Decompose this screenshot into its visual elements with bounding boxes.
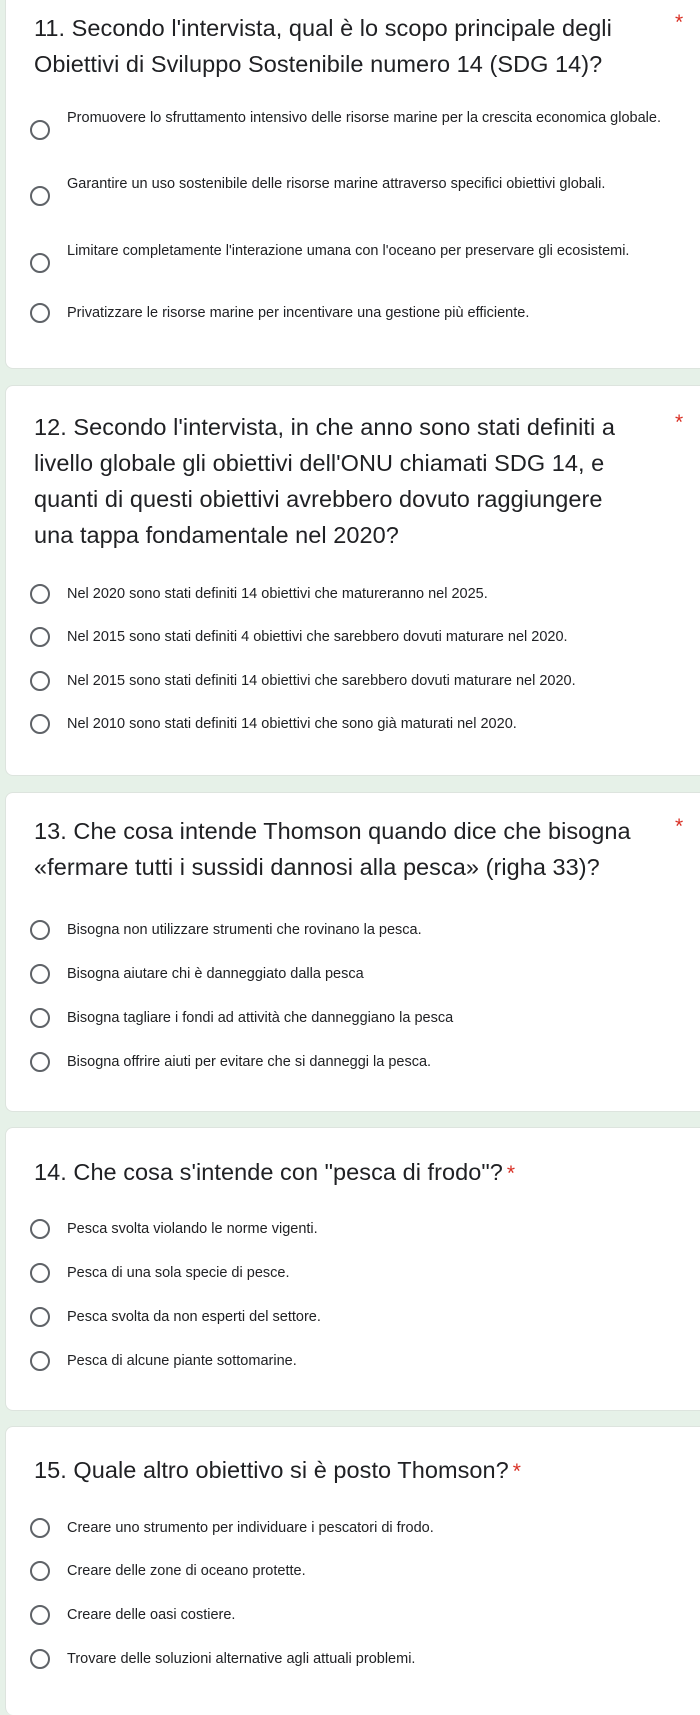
required-asterisk: *	[512, 1460, 521, 1483]
radio-unchecked-icon[interactable]	[30, 964, 50, 984]
answer-option[interactable]	[6, 1218, 700, 1244]
answer-option-label: Pesca svolta violando le norme vigenti.	[67, 1221, 318, 1237]
radio-unchecked-icon[interactable]	[30, 1008, 50, 1028]
answer-option[interactable]	[6, 583, 700, 609]
answer-option-label: Promuovere lo sfruttamento intensivo delle risorse marine per la crescita economica globale.	[67, 110, 661, 126]
answer-option-label: Creare delle oasi costiere.	[67, 1607, 236, 1623]
question-card-14	[5, 1127, 700, 1411]
answer-option[interactable]	[6, 713, 700, 739]
question-title-14	[34, 1154, 515, 1192]
radio-unchecked-icon[interactable]	[30, 186, 50, 206]
radio-unchecked-icon[interactable]	[30, 1351, 50, 1371]
answer-option[interactable]	[6, 1350, 700, 1376]
required-asterisk: *	[506, 1162, 516, 1185]
question-text: Che cosa s'intende con "pesca di frodo"?	[73, 1159, 503, 1185]
radio-unchecked-icon[interactable]	[30, 920, 50, 940]
answer-option-label: Bisogna non utilizzare strumenti che rovinano la pesca.	[67, 922, 422, 938]
required-asterisk: *	[675, 11, 684, 34]
question-card-15	[5, 1426, 700, 1715]
question-text: Secondo l'intervista, in che anno sono stati definiti a livello globale gli obiettivi dell'ONU chiamati SDG 14, e quanti di questi obiettivi avrebbero dovuto raggiungere una tappa fondamentale nel 2020?	[34, 414, 615, 548]
radio-unchecked-icon[interactable]	[30, 1307, 50, 1327]
question-number: 15.	[34, 1457, 67, 1483]
answer-option[interactable]	[6, 1648, 700, 1674]
radio-unchecked-icon[interactable]	[30, 714, 50, 734]
question-title-15	[34, 1452, 521, 1490]
required-asterisk: *	[675, 411, 684, 434]
question-card-13	[5, 792, 700, 1112]
radio-unchecked-icon[interactable]	[30, 1263, 50, 1283]
answer-option-label: Garantire un uso sostenibile delle risorse marine attraverso specifici obiettivi globali.	[67, 176, 606, 192]
radio-unchecked-icon[interactable]	[30, 253, 50, 273]
answer-option[interactable]	[6, 1051, 700, 1077]
question-number: 14.	[34, 1159, 67, 1185]
answer-option[interactable]	[6, 626, 700, 652]
question-text: Quale altro obiettivo si è posto Thomson?	[73, 1457, 509, 1483]
question-title-12	[34, 409, 644, 553]
question-number: 12.	[34, 414, 67, 440]
answer-option[interactable]	[6, 1517, 700, 1543]
question-text: Che cosa intende Thomson quando dice che bisogna «fermare tutti i sussidi dannosi alla pesca» (righa 33)?	[34, 818, 631, 880]
question-text: Secondo l'intervista, qual è lo scopo principale degli Obiettivi di Sviluppo Sostenibile numero 14 (SDG 14)?	[34, 15, 612, 77]
radio-unchecked-icon[interactable]	[30, 1052, 50, 1072]
answer-option-label: Privatizzare le risorse marine per incentivare una gestione più efficiente.	[67, 305, 530, 321]
answer-option-label: Bisogna aiutare chi è danneggiato dalla pesca	[67, 966, 364, 982]
answer-option-label: Pesca di una sola specie di pesce.	[67, 1265, 290, 1281]
radio-unchecked-icon[interactable]	[30, 1518, 50, 1538]
answer-option-label: Nel 2010 sono stati definiti 14 obiettivi che sono già maturati nel 2020.	[67, 716, 517, 732]
question-card-11	[5, 0, 700, 369]
answer-option[interactable]	[6, 1262, 700, 1288]
question-title-11	[34, 10, 644, 82]
answer-option-label: Creare uno strumento per individuare i pescatori di frodo.	[67, 1520, 434, 1536]
radio-unchecked-icon[interactable]	[30, 1649, 50, 1669]
answer-option[interactable]	[6, 302, 700, 328]
answer-option[interactable]	[6, 172, 700, 222]
required-asterisk: *	[675, 815, 684, 838]
answer-option[interactable]	[6, 1560, 700, 1586]
answer-option-label: Bisogna offrire aiuti per evitare che si danneggi la pesca.	[67, 1054, 432, 1070]
answer-option[interactable]	[6, 106, 700, 156]
answer-option-label: Nel 2015 sono stati definiti 4 obiettivi che sarebbero dovuti maturare nel 2020.	[67, 629, 568, 645]
answer-option-label: Bisogna tagliare i fondi ad attività che danneggiano la pesca	[67, 1010, 454, 1026]
radio-unchecked-icon[interactable]	[30, 1219, 50, 1239]
question-title-13	[34, 813, 644, 885]
question-number: 13.	[34, 818, 67, 844]
answer-option-label: Nel 2020 sono stati definiti 14 obiettivi che matureranno nel 2025.	[67, 586, 488, 602]
answer-option[interactable]	[6, 1604, 700, 1630]
radio-unchecked-icon[interactable]	[30, 303, 50, 323]
radio-unchecked-icon[interactable]	[30, 671, 50, 691]
answer-option[interactable]	[6, 1007, 700, 1033]
answer-option-label: Trovare delle soluzioni alternative agli attuali problemi.	[67, 1651, 416, 1667]
answer-option-label: Pesca svolta da non esperti del settore.	[67, 1309, 321, 1325]
answer-option[interactable]	[6, 670, 700, 696]
radio-unchecked-icon[interactable]	[30, 1605, 50, 1625]
answer-option-label: Nel 2015 sono stati definiti 14 obiettivi che sarebbero dovuti maturare nel 2020.	[67, 673, 576, 689]
answer-option[interactable]	[6, 963, 700, 989]
answer-option-label: Pesca di alcune piante sottomarine.	[67, 1353, 297, 1369]
answer-option[interactable]	[6, 919, 700, 945]
radio-unchecked-icon[interactable]	[30, 627, 50, 647]
answer-option-label: Creare delle zone di oceano protette.	[67, 1563, 306, 1579]
radio-unchecked-icon[interactable]	[30, 584, 50, 604]
question-card-12	[5, 385, 700, 776]
answer-option[interactable]	[6, 239, 700, 289]
question-number: 11.	[34, 15, 66, 41]
answer-option[interactable]	[6, 1306, 700, 1332]
radio-unchecked-icon[interactable]	[30, 120, 50, 140]
answer-option-label: Limitare completamente l'interazione umana con l'oceano per preservare gli ecosistemi.	[67, 243, 630, 259]
radio-unchecked-icon[interactable]	[30, 1561, 50, 1581]
